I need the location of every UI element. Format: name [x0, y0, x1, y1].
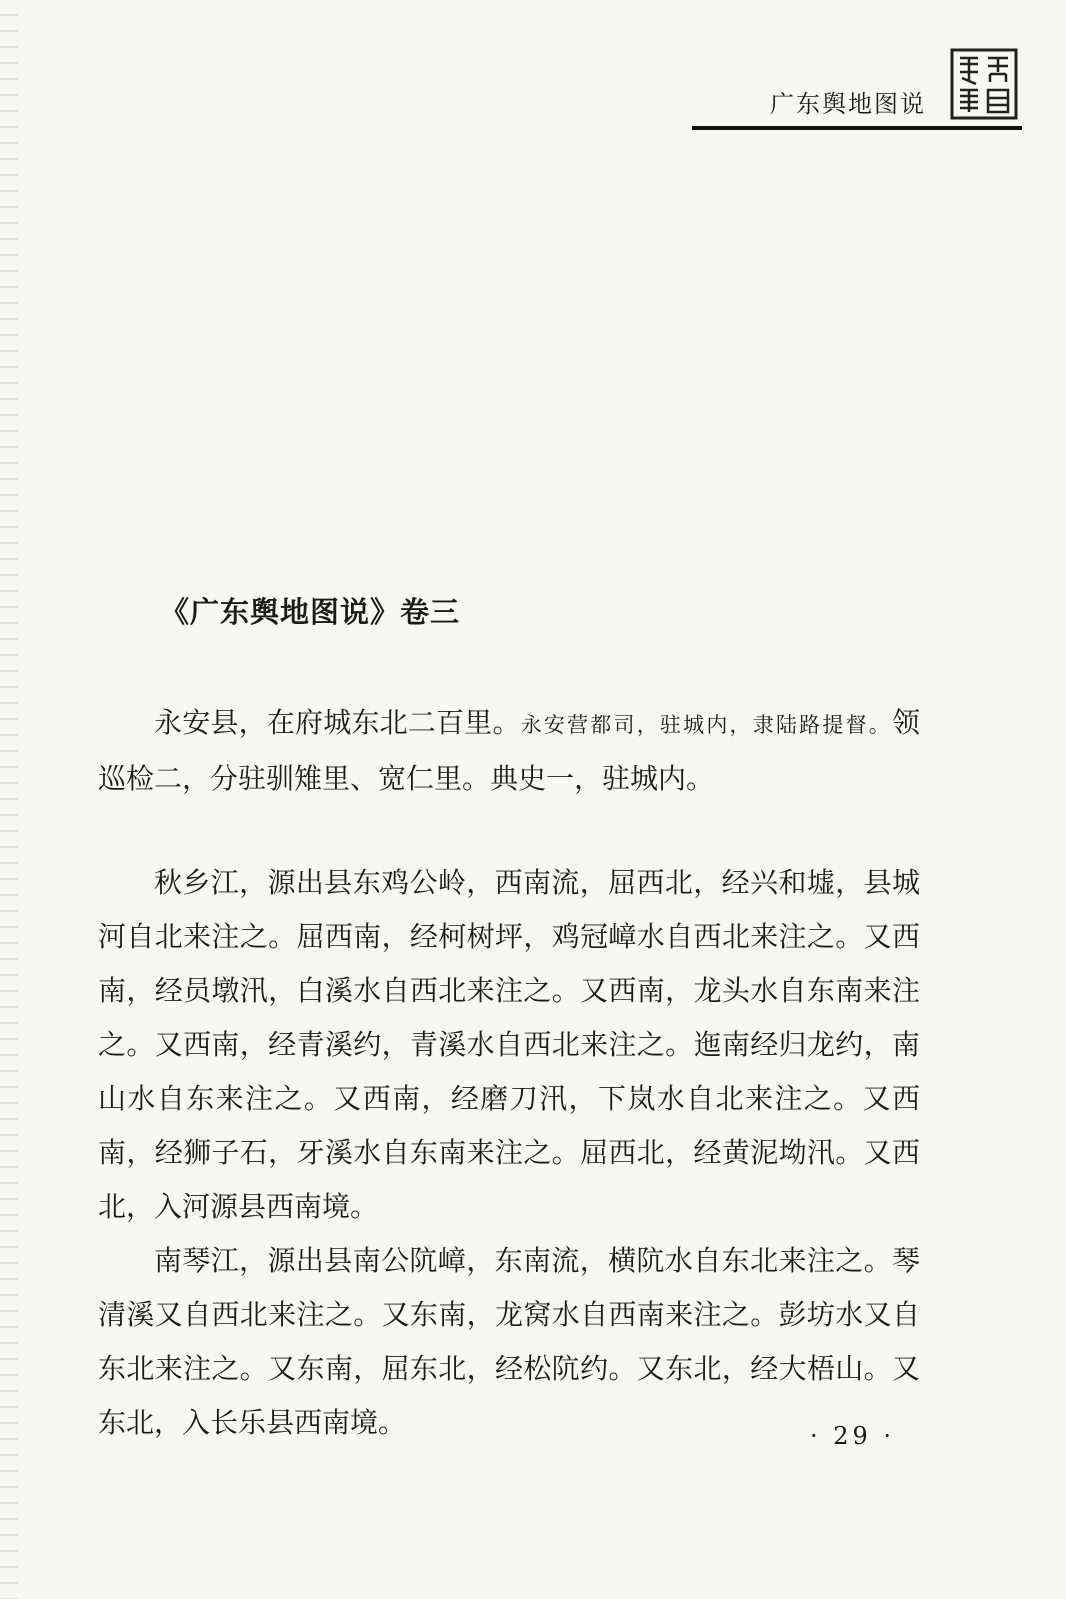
- county-entry-main: 永安县，在府城东北二百里。: [154, 706, 521, 739]
- river-paragraph-qiuxiang: 秋乡江，源出县东鸡公岭，西南流，屈西北，经兴和墟，县城河自北来注之。屈西南，经柯树坪，鸡冠嶂水自西北来注之。又西南，经员墩汛，白溪水自西北来注之。又西南，龙头水自东南来注之。又西南，经青溪约，青溪水自西北来注之。迤南经归龙约，南山水自东来注之。又西南，经磨刀汛，下岚水自北来注之。又西南，经狮子石，牙溪水自东南来注之。屈西北，经黄泥坳汛。又西北，入河源县西南境。: [98, 866, 920, 1223]
- county-entry-note: 永安营都司，驻城内，隶陆路提督。: [520, 713, 892, 737]
- river-paragraph-nanqin: 南琴江，源出县南公阬嶂，东南流，横阬水自东北来注之。琴清溪又自西北来注之。又东南，龙窝水自西南来注之。彭坊水又自东北来注之。又东南，屈东北，经松阬约。又东北，经大梧山。又东北，入长乐县西南境。: [98, 1244, 920, 1439]
- chapter-heading: 《广东舆地图说》卷三: [160, 595, 461, 629]
- county-entry-rest: 领巡检二，分驻驯雉里、宽仁里。典史一，驻城内。: [98, 706, 920, 795]
- header-rule: [692, 126, 1022, 130]
- seal-stamp-icon: [950, 48, 1018, 120]
- rivers-section: [98, 856, 920, 1450]
- county-entry-paragraph: [98, 696, 920, 806]
- page-number: · 29 ·: [810, 1422, 896, 1450]
- running-header-title: 广东舆地图说: [770, 90, 926, 118]
- county-entry: [98, 696, 920, 806]
- binding-edge: [0, 0, 18, 1599]
